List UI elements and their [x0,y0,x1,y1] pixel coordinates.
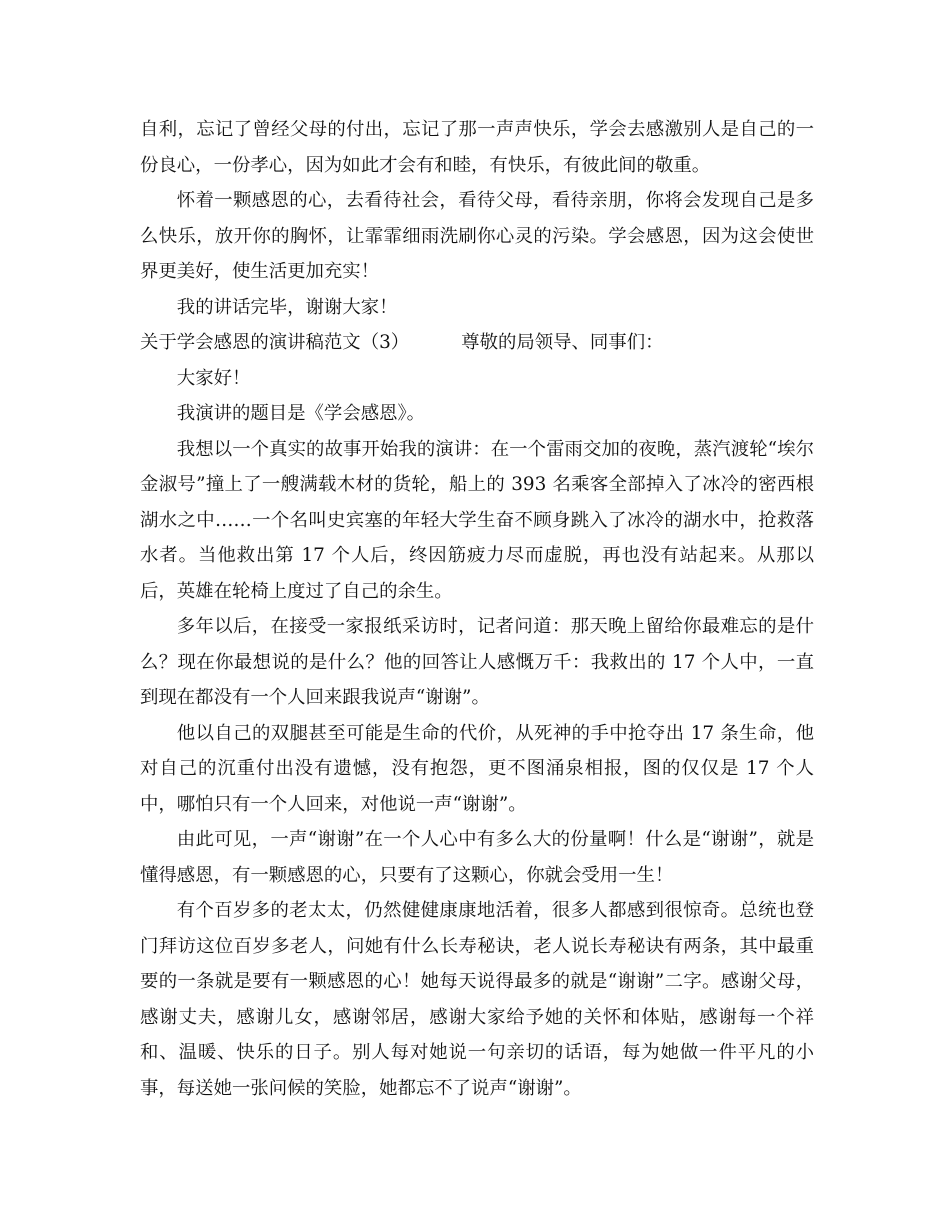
section-heading-line [140,325,814,361]
paragraph-topic: 我演讲的题目是《学会感恩》。 [176,403,426,424]
salutation: 尊敬的局领导、同事们： [461,332,664,353]
paragraph: 我想以一个真实的故事开始我的演讲：在一个雷雨交加的夜晚，蒸汽渡轮“埃尔金淑号”撞上了一艘满载木材的货轮，船上的 393 名乘客全部掉入了冰冷的密西根湖水之中……一个名叫史宾塞的年轻大学生奋不顾身跳入了冰冷的湖水中，抢救落水者。当他救出第 17 个人后，终因筋疲力尽而虚脱，再也没有站起来。从那以后，英雄在轮椅上度过了自己的余生。 [140,438,814,602]
document-body [140,112,814,1106]
paragraph-closing: 我的讲话完毕，谢谢大家！ [176,296,398,318]
paragraph: 由此可见，一声“谢谢”在一个人心中有多么大的份量啊！什么是“谢谢”，就是懂得感恩，有一颗感恩的心，只要有了这颗心，你就会受用一生！ [140,829,814,886]
paragraph: 他以自己的双腿甚至可能是生命的代价，从死神的手中抢夺出 17 条生命，他对自己的沉重付出没有遗憾，没有抱怨，更不图涌泉相报，图的仅仅是 17 个人中，哪怕只有一个人回来，对他说一声“谢谢”。 [140,722,814,815]
paragraph: 怀着一颗感恩的心，去看待社会，看待父母，看待亲朋，你将会发现自己是多么快乐，放开你的胸怀，让霏霏细雨洗刷你心灵的污染。学会感恩，因为这会使世界更美好，使生活更加充实！ [140,190,814,282]
paragraph-continuation: 自利，忘记了曾经父母的付出，忘记了那一声声快乐，学会去感激别人是自己的一份良心，一份孝心，因为如此才会有和睦，有快乐，有彼此间的敬重。 [140,119,814,176]
paragraph: 有个百岁多的老太太，仍然健健康康地活着，很多人都感到很惊奇。总统也登门拜访这位百岁多老人，问她有什么长寿秘诀，老人说长寿秘诀有两条，其中最重要的一条就是要有一颗感恩的心！她每天说得最多的就是“谢谢”二字。感谢父母，感谢丈夫，感谢儿女，感谢邻居，感谢大家给予她的关怀和体贴，感谢每一个祥和、温暖、快乐的日子。别人每对她说一句亲切的话语，每为她做一件平凡的小事，每送她一张问候的笑脸，她都忘不了说声“谢谢”。 [140,900,814,1099]
paragraph-greeting: 大家好！ [176,367,251,389]
paragraph: 多年以后，在接受一家报纸采访时，记者问道：那天晚上留给你最难忘的是什么？现在你最想说的是什么？他的回答让人感慨万千：我救出的 17 个人中，一直到现在都没有一个人回来跟我说声“谢谢”。 [140,616,814,708]
section-title: 关于学会感恩的演讲稿范文（3） [140,332,410,353]
